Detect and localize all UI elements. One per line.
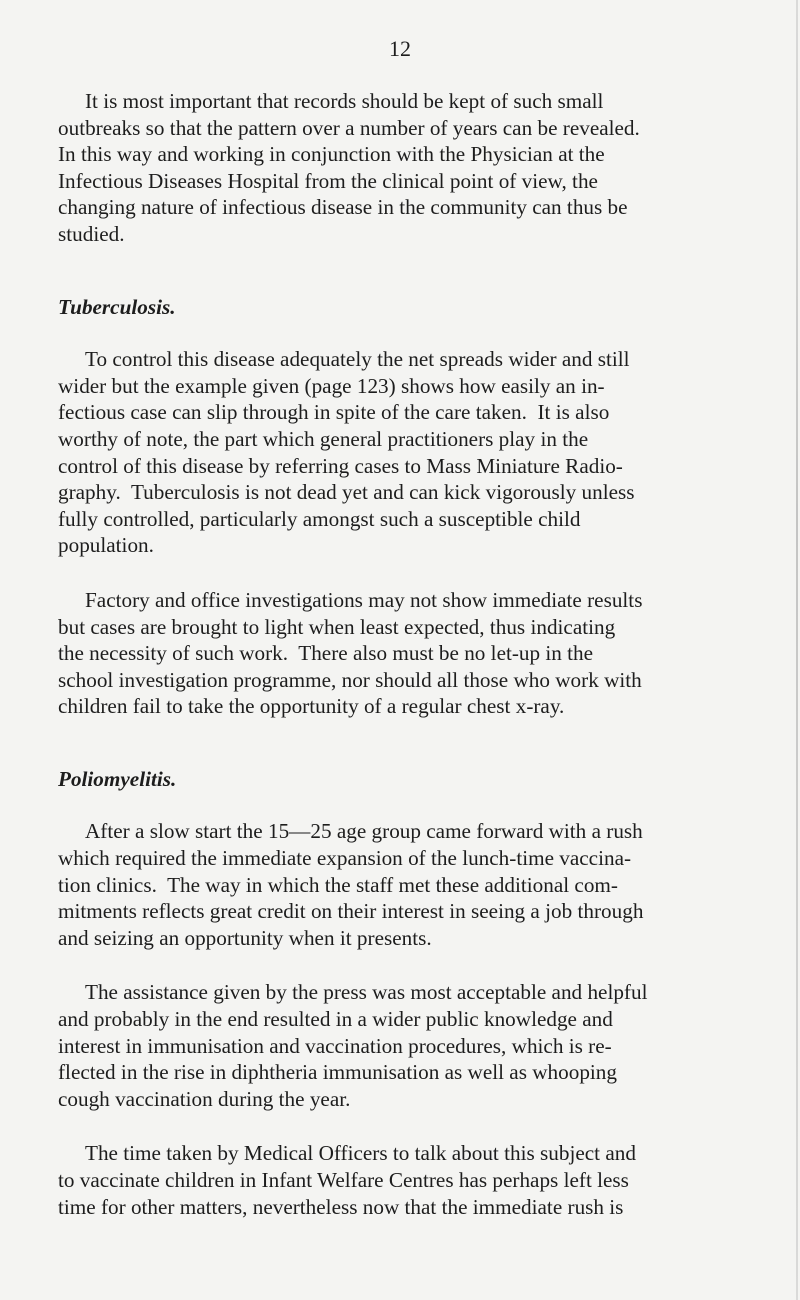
text-line: fectious case can slip through in spite of the care taken. It is also (58, 400, 610, 425)
text-line: In this way and working in conjunction with the Physician at the (58, 142, 605, 167)
text-line: Infectious Diseases Hospital from the clinical point of view, the (58, 168, 598, 193)
text-line: The assistance given by the press was most acceptable and helpful (85, 980, 648, 1005)
text-line: Factory and office investigations may not show immediate results (85, 587, 643, 612)
polio-paragraph-2 (58, 979, 794, 1112)
text-line: school investigation programme, nor should all those who work with (58, 667, 642, 692)
document-body (58, 88, 794, 1220)
page-number: 12 (389, 36, 411, 61)
text-line: To control this disease adequately the net spreads wider and still (85, 347, 630, 372)
text-line: children fail to take the opportunity of a regular chest x-ray. (58, 694, 565, 719)
text-line: changing nature of infectious disease in the community can thus be (58, 195, 628, 220)
text-line: After a slow start the 15—25 age group came forward with a rush (85, 819, 643, 844)
text-line: the necessity of such work. There also must be no let-up in the (58, 641, 594, 666)
text-line: tion clinics. The way in which the staff met these additional com- (58, 872, 618, 897)
text-line: graphy. Tuberculosis is not dead yet and can kick vigorously unless (58, 480, 635, 505)
polio-paragraph-1 (58, 818, 794, 951)
text-line: time for other matters, nevertheless now that the immediate rush is (58, 1194, 624, 1219)
text-line: and probably in the end resulted in a wider public knowledge and (58, 1007, 613, 1032)
text-line: population. (58, 533, 154, 558)
text-line: studied. (58, 221, 125, 246)
text-line: but cases are brought to light when least expected, thus indicating (58, 614, 616, 639)
text-line: It is most important that records should be kept of such small (85, 89, 604, 113)
text-line: wider but the example given (page 123) shows how easily an in- (58, 373, 605, 398)
text-line: interest in immunisation and vaccination procedures, which is re- (58, 1033, 612, 1058)
text-line: flected in the rise in diphtheria immunisation as well as whooping (58, 1060, 617, 1085)
polio-paragraph-3 (58, 1140, 794, 1220)
page-edge (796, 0, 798, 1300)
text-line: which required the immediate expansion of the lunch-time vaccina- (58, 846, 632, 871)
section-heading-poliomyelitis: Poliomyelitis. (58, 766, 177, 791)
text-line: and seizing an opportunity when it presents. (58, 925, 432, 950)
tb-paragraph-2 (58, 587, 794, 720)
text-line: to vaccinate children in Infant Welfare Centres has perhaps left less (58, 1168, 629, 1192)
section-heading-tuberculosis: Tuberculosis. (58, 294, 176, 319)
text-line: The time taken by Medical Officers to talk about this subject and (85, 1141, 636, 1166)
text-line: outbreaks so that the pattern over a number of years can be revealed. (58, 115, 640, 140)
text-line: worthy of note, the part which general practitioners play in the (58, 426, 589, 451)
text-line: fully controlled, particularly amongst such a susceptible child (58, 506, 581, 531)
text-line: cough vaccination during the year. (58, 1086, 351, 1111)
intro-paragraph (58, 88, 794, 248)
tb-paragraph-1 (58, 346, 794, 559)
text-line: control of this disease by referring cases to Mass Miniature Radio- (58, 453, 623, 478)
text-line: mitments reflects great credit on their interest in seeing a job through (58, 899, 644, 924)
